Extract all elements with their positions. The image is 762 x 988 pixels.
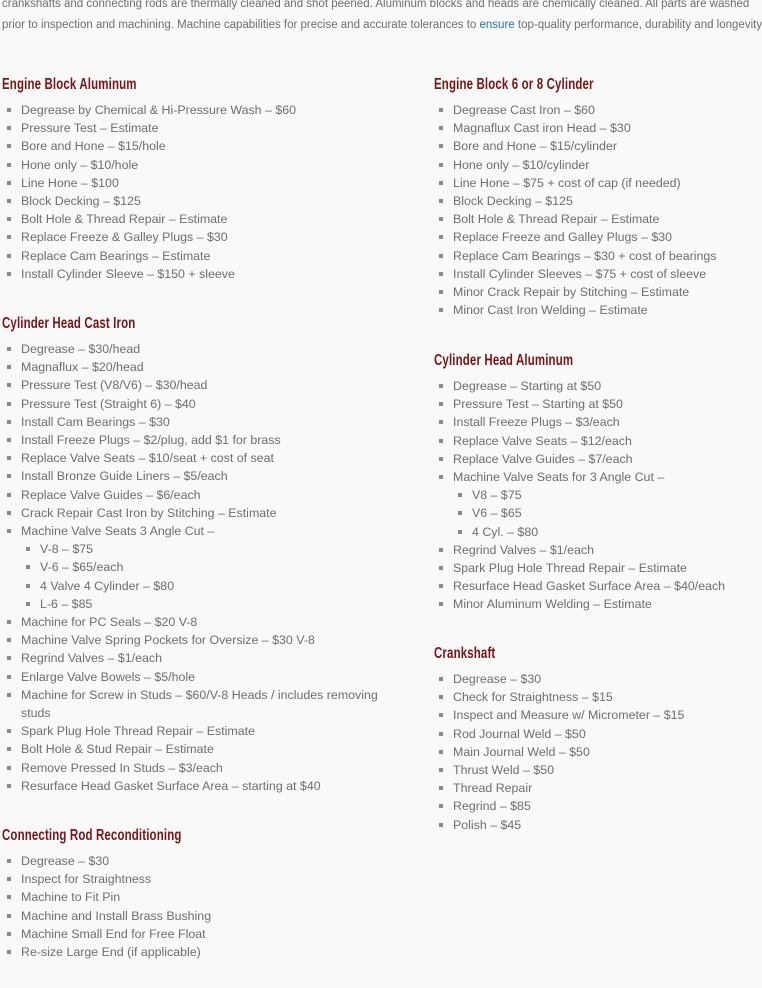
list-item: Re-size Large End (if applicable) xyxy=(2,943,402,961)
sub-list-item: V-8 – $75 xyxy=(21,540,402,558)
list-item-angle-cut xyxy=(434,468,734,541)
list-item: Bolt Hole & Stud Repair – Estimate xyxy=(2,740,402,758)
list-item: Install Freeze Plugs – $2/plug, add $1 for brass xyxy=(2,431,402,449)
list-item: Pressure Test – Estimate xyxy=(2,119,402,137)
list-item: Degrease Cast Iron – $60 xyxy=(434,101,734,119)
list-item: Regrind Valves – $1/each xyxy=(434,541,734,559)
list-item: Replace Freeze & Galley Plugs – $30 xyxy=(2,228,402,246)
list-item: Replace Valve Seats – $10/seat + cost of seat xyxy=(2,449,402,467)
list-item: Line Hone – $75 + cost of cap (if needed) xyxy=(434,174,734,192)
list-item: Hone only – $10/cylinder xyxy=(434,156,734,174)
list-item: Degrease – Starting at $50 xyxy=(434,377,734,395)
sub-list-item: V-6 – $65/each xyxy=(21,558,402,576)
list-item: Machine Small End for Free Float xyxy=(2,925,402,943)
ensure-link[interactable]: ensure xyxy=(479,19,515,31)
sub-list-item: V6 – $65 xyxy=(453,504,734,522)
list-item: Resurface Head Gasket Surface Area – starting at $40 xyxy=(2,777,402,795)
list-item: Enlarge Valve Bowels – $5/hole xyxy=(2,668,402,686)
section-title: Cylinder Head Cast Iron xyxy=(2,315,136,332)
list-item: Block Decking – $125 xyxy=(2,192,402,210)
section-engine-block-aluminum xyxy=(2,74,402,283)
item-list xyxy=(2,852,402,961)
list-item: Bore and Hone – $15/hole xyxy=(2,137,402,155)
intro-paragraph xyxy=(2,0,762,36)
list-item: Bolt Hole & Thread Repair – Estimate xyxy=(434,210,734,228)
list-item: Degrease by Chemical & Hi-Pressure Wash – $60 xyxy=(2,101,402,119)
list-item: Regrind – $85 xyxy=(434,797,734,815)
list-item: Main Journal Weld – $50 xyxy=(434,743,734,761)
sub-list xyxy=(21,540,402,613)
sub-list-item: L-6 – $85 xyxy=(21,595,402,613)
section-title: Cylinder Head Aluminum xyxy=(434,352,574,369)
list-item: Degrease – $30 xyxy=(434,670,734,688)
intro-line-1: crankshafts and connecting rods are thermally cleaned and shot peened. Aluminum blocks and heads are chemically cleaned. All parts are washed xyxy=(2,0,750,10)
list-item: Inspect and Measure w/ Micrometer – $15 xyxy=(434,706,734,724)
list-item: Minor Cast Iron Welding – Estimate xyxy=(434,301,734,319)
list-item: Replace Valve Guides – $6/each xyxy=(2,486,402,504)
list-item: Machine for PC Seals – $20 V-8 xyxy=(2,613,402,631)
list-item: Degrease – $30 xyxy=(2,852,402,870)
list-item: Thread Repair xyxy=(434,779,734,797)
section-title: Crankshaft xyxy=(434,645,496,662)
intro-line-2-start: prior to inspection and machining. Machine capabilities for precise and accurate tolerances to xyxy=(2,19,480,31)
section-crankshaft xyxy=(434,643,734,834)
list-item: Line Hone – $100 xyxy=(2,174,402,192)
list-item: Pressure Test – Starting at $50 xyxy=(434,395,734,413)
list-item: Machine for Screw in Studs – $60/V-8 Heads / includes removing studs xyxy=(2,686,381,722)
item-list xyxy=(2,101,402,283)
section-title: Connecting Rod Reconditioning xyxy=(2,827,182,844)
list-item: Magnaflux Cast iron Head – $30 xyxy=(434,119,734,137)
list-item: Machine and Install Brass Bushing xyxy=(2,907,402,925)
list-item-angle-cut xyxy=(2,522,402,613)
list-item: Minor Crack Repair by Stitching – Estimate xyxy=(434,283,734,301)
list-item: Thrust Weld – $50 xyxy=(434,761,734,779)
list-item: Replace Valve Seats – $12/each xyxy=(434,432,734,450)
angle-cut-label: Machine Valve Seats for 3 Angle Cut – xyxy=(453,470,665,485)
sub-list-item: 4 Cyl. – $80 xyxy=(453,523,734,541)
list-item: Install Cylinder Sleeves – $75 + cost of sleeve xyxy=(434,265,734,283)
section-cylinder-head-aluminum xyxy=(434,350,734,614)
item-list xyxy=(2,340,402,795)
list-item: Regrind Valves – $1/each xyxy=(2,649,402,667)
list-item: Install Cylinder Sleeve – $150 + sleeve xyxy=(2,265,402,283)
list-item: Install Freeze Plugs – $3/each xyxy=(434,413,734,431)
list-item: Replace Valve Guides – $7/each xyxy=(434,450,734,468)
list-item: Replace Cam Bearings – $30 + cost of bearings xyxy=(434,247,734,265)
list-item: Inspect for Straightness xyxy=(2,870,402,888)
list-item: Spark Plug Hole Thread Repair – Estimate xyxy=(2,722,402,740)
list-item: Minor Aluminum Welding – Estimate xyxy=(434,595,734,613)
section-engine-block-6-or-8 xyxy=(434,74,734,319)
list-item: Rod Journal Weld – $50 xyxy=(434,725,734,743)
list-item: Pressure Test (Straight 6) – $40 xyxy=(2,395,402,413)
list-item: Machine Valve Spring Pockets for Oversize – $30 V-8 xyxy=(2,631,402,649)
list-item: Machine to Fit Pin xyxy=(2,888,402,906)
item-list xyxy=(434,101,734,319)
list-item: Bolt Hole & Thread Repair – Estimate xyxy=(2,210,402,228)
list-item: Check for Straightness – $15 xyxy=(434,688,734,706)
list-item: Bore and Hone – $15/cylinder xyxy=(434,137,734,155)
list-item: Polish – $45 xyxy=(434,816,734,834)
intro-line-2-end: top-quality performance, durability and longevity xyxy=(514,19,762,31)
list-item: Replace Freeze and Galley Plugs – $30 xyxy=(434,228,734,246)
list-item: Degrease – $30/head xyxy=(2,340,402,358)
angle-cut-label: Machine Valve Seats 3 Angle Cut – xyxy=(21,524,215,539)
item-list xyxy=(434,377,734,614)
list-item: Resurface Head Gasket Surface Area – $40/each xyxy=(434,577,734,595)
sub-list-item: 4 Valve 4 Cylinder – $80 xyxy=(21,577,402,595)
sub-list xyxy=(453,486,734,541)
list-item: Remove Pressed In Studs – $3/each xyxy=(2,759,402,777)
list-item: Crack Repair Cast Iron by Stitching – Estimate xyxy=(2,504,402,522)
item-list xyxy=(434,670,734,834)
list-item: Block Decking – $125 xyxy=(434,192,734,210)
list-item: Spark Plug Hole Thread Repair – Estimate xyxy=(434,559,734,577)
section-connecting-rod xyxy=(2,825,402,961)
sub-list-item: V8 – $75 xyxy=(453,486,734,504)
section-cylinder-head-cast-iron xyxy=(2,313,402,795)
section-title: Engine Block Aluminum xyxy=(2,76,137,93)
list-item: Magnaflux – $20/head xyxy=(2,358,402,376)
intro-line-2 xyxy=(2,15,762,36)
list-item: Replace Cam Bearings – Estimate xyxy=(2,247,402,265)
list-item: Install Cam Bearings – $30 xyxy=(2,413,402,431)
section-title: Engine Block 6 or 8 Cylinder xyxy=(434,76,594,93)
list-item: Hone only – $10/hole xyxy=(2,156,402,174)
list-item: Install Bronze Guide Liners – $5/each xyxy=(2,467,402,485)
list-item: Pressure Test (V8/V6) – $30/head xyxy=(2,376,402,394)
